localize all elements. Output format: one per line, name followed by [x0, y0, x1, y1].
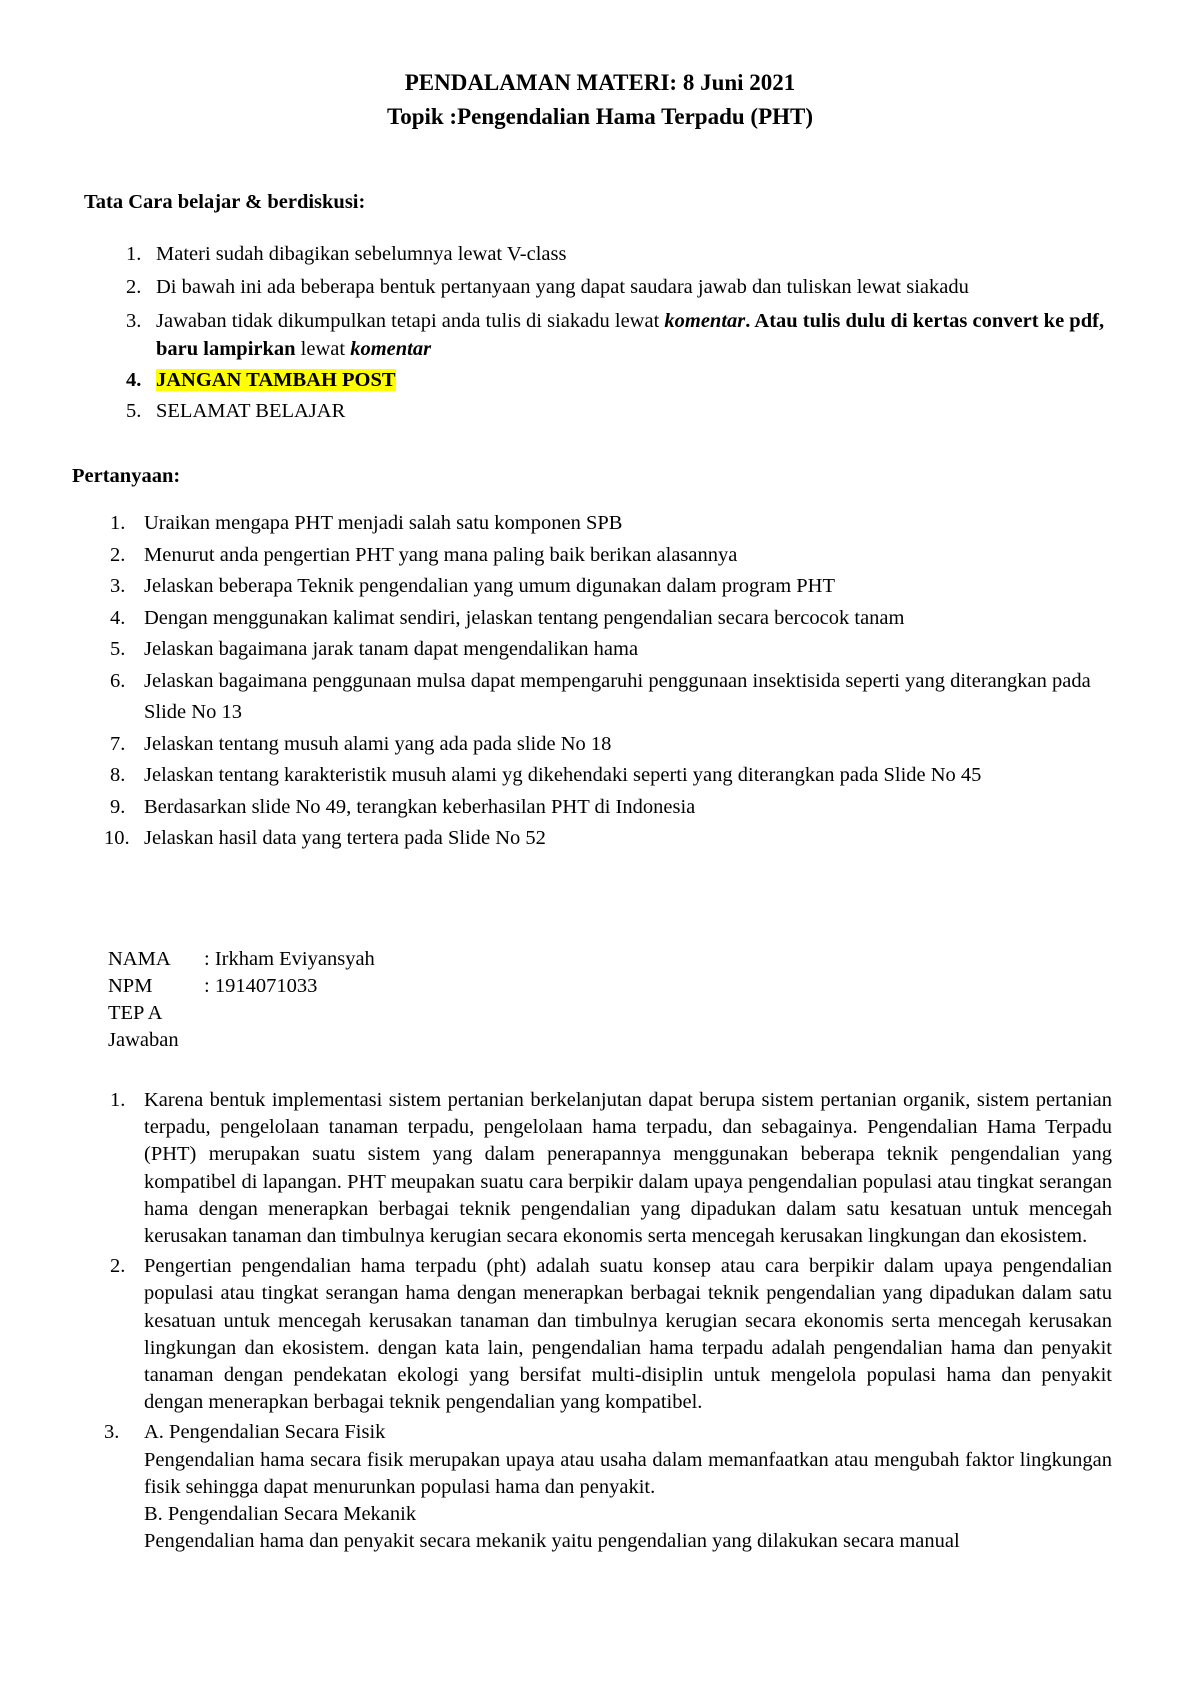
answer-text: Karena bentuk implementasi sistem pertanian berkelanjutan dapat berupa sistem pertanian organik, sistem pertanian terpadu, pengelolaan tanaman terpadu, pengelolaan hama terpadu, dan sebagainya. Pengendalian Hama Terpadu (PHT) merupakan suatu sistem yang dalam penerapannya menggunakan beberapa teknik pengendalian yang kompatibel di lapangan. PHT meupakan suatu cara berpikir dalam upaya pengendalian populasi atau tingkat serangan hama dengan menerapkan berbagai teknik pengendalian yang dipadukan dalam satu kesatuan untuk mencegah kerusakan tanaman dan timbulnya kerugian secara ekonomis serta mencegah kerusakan lingkungan dan ekosistem.	[144, 1089, 1112, 1248]
rule-item	[126, 366, 1122, 395]
rule-number: 2.	[126, 276, 142, 298]
answer-item	[110, 1253, 1112, 1416]
answer-text: Pengertian pengendalian hama terpadu (pht) adalah suatu konsep atau cara berpikir dalam upaya pengendalian populasi atau tingkat serangan hama dengan menerapkan berbagai teknik pengendalian yang dipadukan dalam satu kesatuan untuk mencegah kerusakan tanaman dan timbulnya kerugian secara ekonomis serta mencegah kerusakan lingkungan dan ekosistem. dengan kata lain, pengendalian hama terpadu adalah pengendalian hama dan penyakit tanaman dengan pendekatan ekologi yang bersifat multi-disiplin untuk mengelola populasi hama dan penyakit dengan menerapkan berbagai teknik pengendalian yang kompatibel.	[144, 1255, 1112, 1414]
rule-item	[126, 397, 1122, 426]
question-text: Uraikan mengapa PHT menjadi salah satu komponen SPB	[144, 512, 623, 534]
question-number: 10.	[104, 827, 130, 849]
student-name-row	[108, 946, 375, 973]
answer-item	[104, 1419, 1112, 1555]
rule-item	[126, 273, 1122, 302]
rules-heading: Tata Cara belajar & berdiskusi:	[84, 191, 366, 213]
question-item	[104, 823, 1114, 855]
question-number: 2.	[110, 543, 126, 566]
question-number: 8.	[110, 764, 126, 786]
answer-number: 2.	[110, 1255, 126, 1278]
answer-subheading: A. Pengendalian Secara Fisik	[144, 1421, 386, 1444]
question-item	[110, 540, 1114, 572]
question-number: 5.	[110, 638, 126, 660]
rule-item	[126, 240, 1122, 269]
question-text: Jelaskan tentang karakteristik musuh alami yg dikehendaki seperti yang diterangkan pada Slide No 45	[144, 764, 982, 786]
name-value: : Irkham Eviyansyah	[204, 948, 375, 970]
answer-paragraph: Pengendalian hama secara fisik merupakan upaya atau usaha dalam memanfaatkan atau mengubah faktor lingkungan fisik sehingga dapat menurunkan populasi hama dan penyakit.	[144, 1448, 1112, 1498]
answer-subheading: B. Pengendalian Secara Mekanik	[144, 1503, 417, 1526]
question-text: Jelaskan bagaimana penggunaan mulsa dapat mempengaruhi penggunaan insektisida seperti yang diterangkan pada Slide No 13	[144, 669, 1091, 723]
answer-number: 3.	[104, 1421, 120, 1444]
document-title: PENDALAMAN MATERI: 8 Juni 2021	[404, 70, 796, 95]
question-number: 1.	[110, 512, 126, 534]
rule-text-part: Jawaban tidak dikumpulkan tetapi anda tulis di siakadu lewat	[156, 310, 665, 332]
question-item	[110, 603, 1114, 635]
rule-text: Materi sudah dibagikan sebelumnya lewat V-class	[156, 243, 567, 265]
question-text: Jelaskan tentang musuh alami yang ada pada slide No 18	[144, 732, 612, 755]
rule-text: Di bawah ini ada beberapa bentuk pertanyaan yang dapat saudara jawab dan tuliskan lewat siakadu	[156, 276, 969, 298]
question-number: 4.	[110, 606, 126, 629]
rules-list	[126, 240, 1122, 426]
question-text: Jelaskan bagaimana jarak tanam dapat mengendalikan hama	[144, 638, 639, 660]
rule-text-emphasis: komentar	[664, 310, 746, 332]
rule-number: 5.	[126, 400, 142, 422]
questions-heading: Pertanyaan:	[72, 465, 181, 487]
answers-heading: Jawaban	[108, 1029, 179, 1051]
question-item	[110, 508, 1114, 540]
student-class: TEP A	[108, 1002, 163, 1024]
questions-list	[104, 508, 1114, 855]
question-text: Jelaskan beberapa Teknik pengendalian yang umum digunakan dalam program PHT	[144, 575, 835, 597]
question-item	[110, 760, 1114, 792]
rule-text-emphasis: komentar	[350, 338, 432, 360]
rule-text-bold: . Atau tulis dulu di kertas convert ke pdf, baru lampirkan	[156, 310, 1105, 360]
question-item	[110, 792, 1114, 824]
question-number: 3.	[110, 575, 126, 597]
rule-number: 1.	[126, 243, 142, 265]
rule-text-part: lewat	[295, 338, 351, 360]
answers-list	[104, 1087, 1112, 1555]
question-item	[110, 571, 1114, 603]
question-item	[110, 666, 1114, 729]
question-text: Menurut anda pengertian PHT yang mana paling baik berikan alasannya	[144, 543, 738, 566]
question-item	[110, 729, 1114, 761]
answer-item	[110, 1087, 1112, 1250]
name-label: NAMA	[108, 948, 171, 970]
rule-number: 4.	[126, 369, 142, 391]
question-number: 7.	[110, 732, 126, 755]
question-item	[110, 634, 1114, 666]
rule-item	[126, 307, 1122, 363]
question-text: Dengan menggunakan kalimat sendiri, jelaskan tentang pengendalian secara bercocok tanam	[144, 606, 905, 629]
rule-number: 3.	[126, 310, 142, 332]
question-text: Berdasarkan slide No 49, terangkan keberhasilan PHT di Indonesia	[144, 795, 696, 818]
question-number: 9.	[110, 795, 126, 818]
question-number: 6.	[110, 669, 126, 692]
student-npm-row	[108, 973, 375, 1000]
answer-number: 1.	[110, 1089, 126, 1111]
npm-value: : 1914071033	[204, 975, 318, 997]
npm-label: NPM	[108, 975, 153, 997]
rule-text: SELAMAT BELAJAR	[156, 400, 346, 422]
highlighted-rule-text: JANGAN TAMBAH POST	[156, 369, 396, 391]
document-topic: Topik :Pengendalian Hama Terpadu (PHT)	[386, 104, 814, 129]
answer-paragraph: Pengendalian hama dan penyakit secara mekanik yaitu pengendalian yang dilakukan secara manual	[144, 1530, 960, 1553]
question-text: Jelaskan hasil data yang tertera pada Slide No 52	[144, 827, 546, 849]
student-info	[108, 946, 375, 1054]
